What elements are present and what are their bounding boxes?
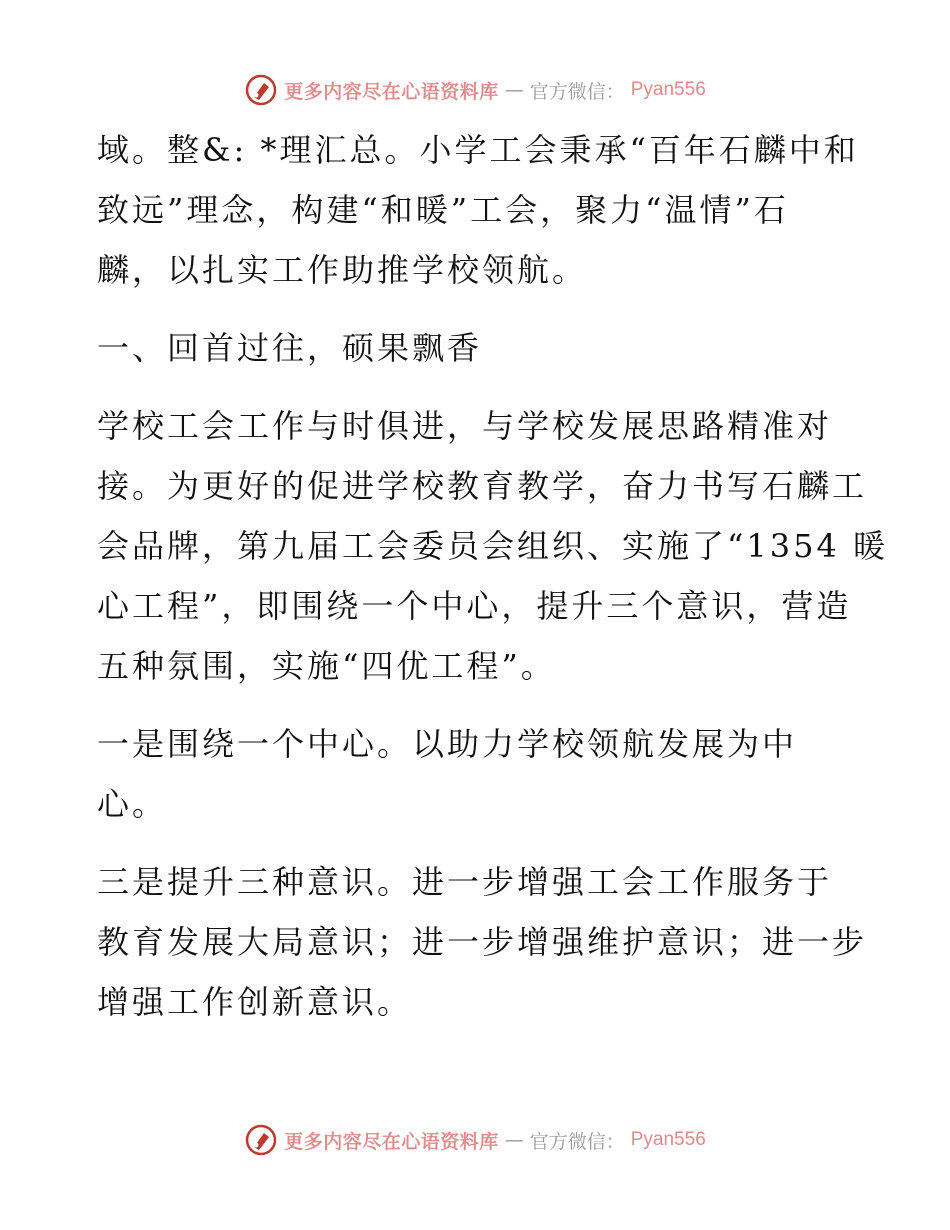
text-line: 一是围绕一个中心。以助力学校领航发展为中: [97, 725, 798, 763]
text-line: 增强工作创新意识。: [97, 983, 413, 1021]
watermark-separator: —: [504, 1129, 524, 1151]
watermark-separator: —: [504, 79, 524, 101]
watermark-label: 官方微信：: [529, 1130, 625, 1153]
text-line: 五种氛围，实施“四优工程”。: [97, 647, 556, 685]
watermark-site-text: 更多内容尽在心语资料库: [284, 1130, 499, 1153]
pen-nib-logo-icon: [244, 1123, 278, 1157]
section-heading: [97, 318, 857, 378]
paragraph-project: [97, 396, 888, 696]
paragraph-awareness: [97, 852, 868, 1032]
text-line: 麟，以扎实工作助推学校领航。: [97, 251, 588, 289]
text-line: 致远”理念，构建“和暖”工会，聚力“温情”石: [97, 191, 789, 229]
document-body: [97, 120, 888, 1050]
text-line: 教育发展大局意识；进一步增强维护意识；进一步: [97, 923, 868, 961]
text-line: 接。为更好的促进学校教育教学，奋力书写石麟工: [97, 467, 868, 505]
pen-nib-logo-icon: [244, 73, 278, 107]
watermark-site-text: 更多内容尽在心语资料库: [284, 80, 499, 103]
text-line: 心工程”，即围绕一个中心，提升三个意识，营造: [97, 587, 852, 625]
footer-watermark: [0, 1120, 950, 1160]
text-line: 域。整&: *理汇总。小学工会秉承“百年石麟中和: [97, 131, 859, 169]
text-line: 心。: [97, 785, 168, 823]
heading-text: 一、回首过往，硕果飘香: [97, 329, 483, 367]
paragraph-center: [97, 714, 857, 834]
watermark-handle: Pyan556: [630, 1129, 706, 1150]
watermark-handle: Pyan556: [630, 79, 706, 100]
text-line: 三是提升三种意识。进一步增强工会工作服务于: [97, 863, 833, 901]
watermark-label: 官方微信：: [529, 80, 625, 103]
header-watermark: [0, 70, 950, 110]
paragraph-intro: [97, 120, 857, 300]
text-line: 会品牌，第九届工会委员会组织、实施了“1354 暖: [97, 527, 888, 565]
text-line: 学校工会工作与时俱进，与学校发展思路精准对: [97, 407, 833, 445]
